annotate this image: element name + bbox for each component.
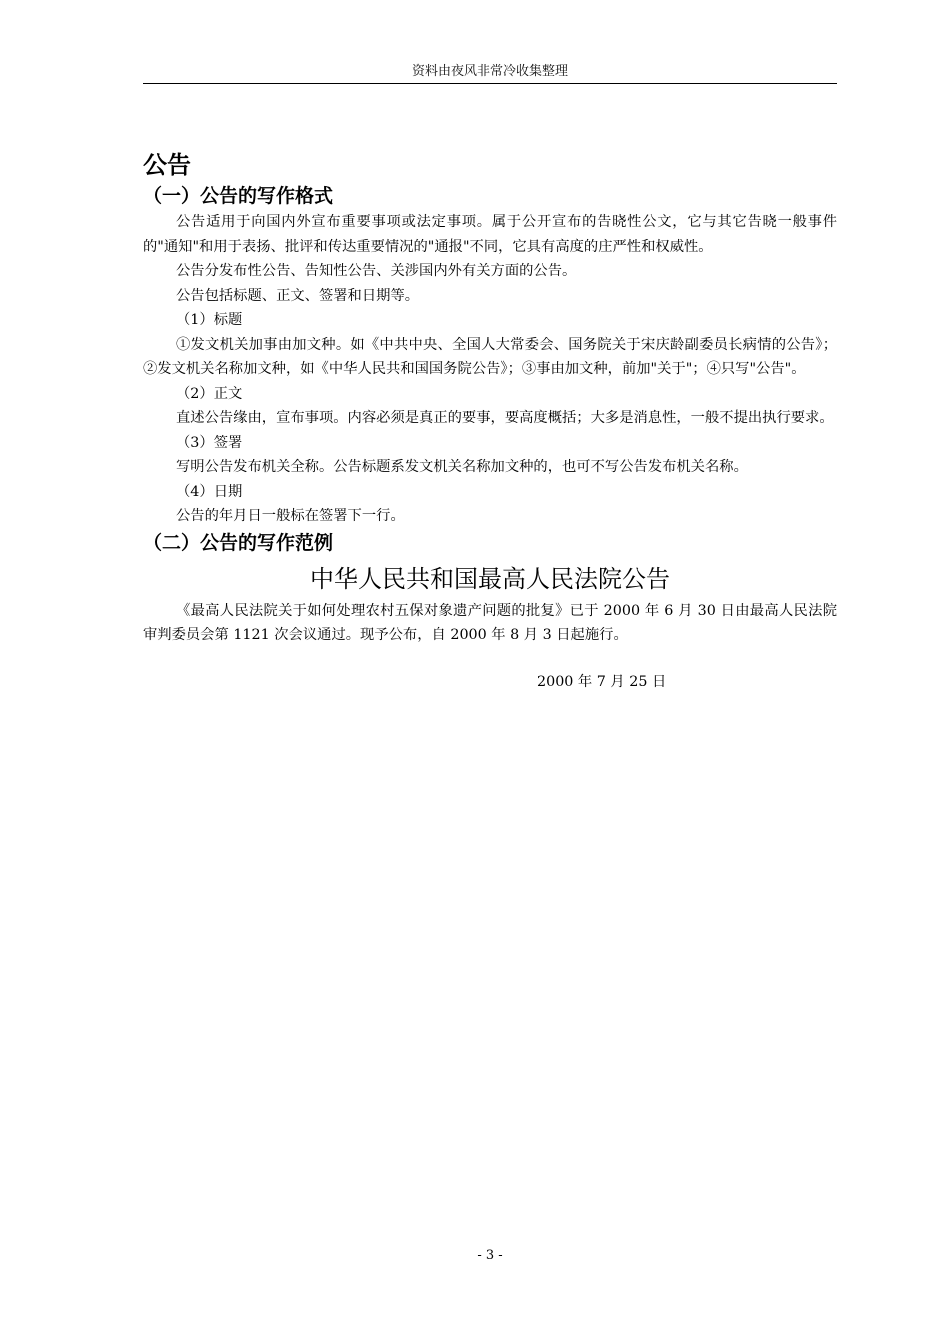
section-heading-example: （二）公告的写作范例 xyxy=(143,531,334,554)
paragraph-intro: 公告适用于向国内外宣布重要事项或法定事项。属于公开宣布的告晓性公文，它与其它告晓一般事件的"通知"和用于表扬、批评和传达重要情况的"通报"不同，它具有高度的庄严性和权威性。 xyxy=(143,214,837,255)
page-header: 资料由夜风非常冷收集整理 xyxy=(411,64,568,79)
section-heading-format: （一）公告的写作格式 xyxy=(143,185,334,207)
paragraph-body-rules: 直述公告缘由，宣布事项。内容必须是真正的要事，要高度概括；大多是消息性，一般不提出执行要求。 xyxy=(176,410,834,426)
document-body xyxy=(143,148,837,694)
subheading-title: （1）标题 xyxy=(176,312,243,328)
notice-title: 中华人民共和国最高人民法院公告 xyxy=(310,564,670,593)
notice-body: 《最高人民法院关于如何处理农村五保对象遗产问题的批复》已于 2000 年 6 月 30 日由最高人民法院审判委员会第 1121 次会议通过。现予公布，自 2000 年 8 月 3 日起施行。 xyxy=(143,602,837,643)
subheading-body: （2）正文 xyxy=(176,385,243,402)
document-title: 公告 xyxy=(143,151,191,179)
header-divider xyxy=(143,83,837,84)
paragraph-title-rules: ①发文机关加事由加文种。如《中共中央、全国人大常委会、国务院关于宋庆龄副委员长病情的公告》；②发文机关名称加文种，如《中华人民共和国国务院公告》；③事由加文种，前加"关于"；④只写"公告"。 xyxy=(143,336,837,377)
paragraph-types: 公告分发布性公告、告知性公告、关涉国内外有关方面的公告。 xyxy=(176,263,577,279)
paragraph-signature-rules: 写明公告发布机关全称。公告标题系发文机关名称加文种的，也可不写公告发布机关名称。 xyxy=(176,459,748,475)
page-number: - 3 - xyxy=(477,1248,503,1263)
notice-date: 2000 年 7 月 25 日 xyxy=(537,673,667,690)
paragraph-parts: 公告包括标题、正文、签署和日期等。 xyxy=(176,287,420,304)
subheading-signature: （3）签署 xyxy=(176,434,243,451)
subheading-date: （4）日期 xyxy=(176,483,243,500)
paragraph-date-rules: 公告的年月日一般标在签署下一行。 xyxy=(176,508,405,524)
